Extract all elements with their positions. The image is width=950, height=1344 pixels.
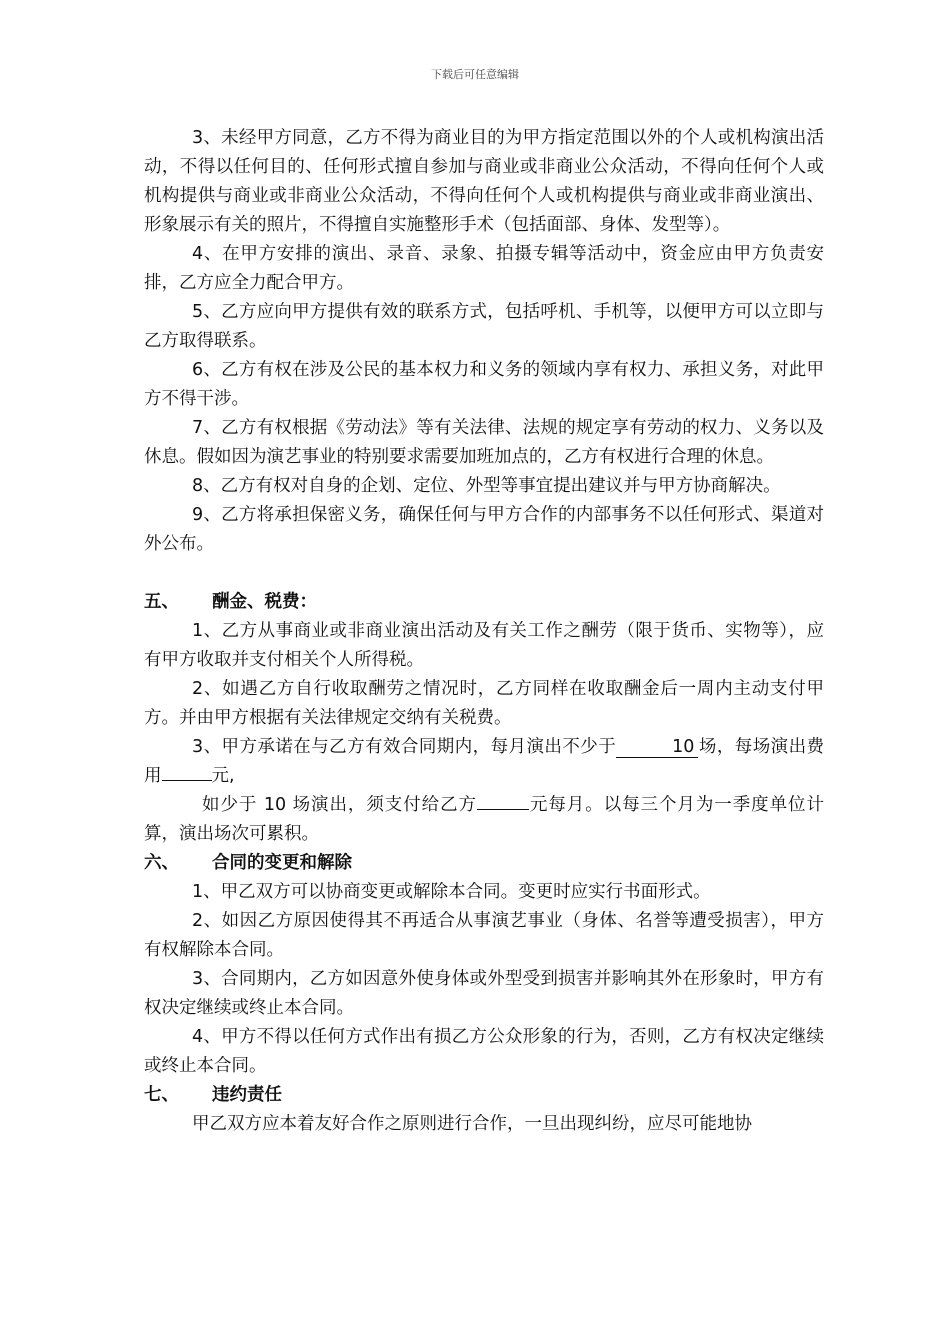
clause-5-1: 1、乙方从事商业或非商业演出活动及有关工作之酬劳（限于货币、实物等），应有甲方收取并支付相关个人所得税。 [144,621,824,670]
section-5-title: 酬金、税费： [212,592,317,612]
section-7-number: 七、 [144,1085,179,1105]
clause-6-2: 2、如因乙方原因使得其不再适合从事演艺事业（身体、名誉等遭受损害），甲方有权解除本合同。 [144,911,824,960]
document-body [144,124,824,1139]
section-6-number: 六、 [144,853,179,873]
clause-4-6: 6、乙方有权在涉及公民的基本权力和义务的领域内享有权力、承担义务，对此甲方不得干涉。 [144,360,824,409]
section-5-number: 五、 [144,592,179,612]
section-6-title: 合同的变更和解除 [212,853,352,873]
clause-6-3: 3、合同期内，乙方如因意外使身体或外型受到损害并影响其外在形象时，甲方有权决定继续或终止本合同。 [144,969,824,1018]
performance-count-field: 10 [616,737,698,758]
section-7-heading [144,1081,824,1110]
clause-5-3-text-a: 3、甲方承诺在与乙方有效合同期内，每月演出不少于 [192,737,617,757]
section-5-heading [144,588,824,617]
clause-4-4: 4、在甲方安排的演出、录音、录象、拍摄专辑等活动中，资金应由甲方负责安排，乙方应全力配合甲方。 [144,244,824,293]
clause-5-4-text-b: 元每月。以每三个月为一季度单位计算，演出场次可累积。 [144,795,824,844]
clause-6-1: 1、甲乙双方可以协商变更或解除本合同。变更时应实行书面形式。 [192,882,711,902]
page-header: 下载后可任意编辑 [431,68,519,81]
clause-5-2: 2、如遇乙方自行收取酬劳之情况时，乙方同样在收取酬金后一周内主动支付甲方。并由甲方根据有关法律规定交纳有关税费。 [144,679,824,728]
clause-6-4: 4、甲方不得以任何方式作出有损乙方公众形象的行为，否则，乙方有权决定继续或终止本合同。 [144,1027,824,1076]
clause-7-1: 甲乙双方应本着友好合作之原则进行合作，一旦出现纠纷，应尽可能地协 [192,1114,752,1134]
section-6-heading [144,849,824,878]
clause-5-3-text-c: 元, [211,766,235,786]
section-gap [144,559,824,588]
clause-5-3 [144,733,824,791]
clause-4-3: 3、未经甲方同意，乙方不得为商业目的为甲方指定范围以外的个人或机构演出活动，不得以任何目的、任何形式擅自参加与商业或非商业公众活动，不得向任何个人或机构提供与商业或非商业公众活动，不得向任何个人或机构提供与商业或非商业演出、形象展示有关的照片，不得擅自实施整形手术（包括面部、身体、发型等）。 [144,128,824,235]
clause-4-5: 5、乙方应向甲方提供有效的联系方式，包括呼机、手机等，以便甲方可以立即与乙方取得联系。 [144,302,824,351]
clause-5-3-text-b: 场，每场演出费用 [144,737,825,786]
monthly-payment-blank [477,809,529,810]
clause-4-7: 7、乙方有权根据《劳动法》等有关法律、法规的规定享有劳动的权力、义务以及休息。假如因为演艺事业的特别要求需要加班加点的，乙方有权进行合理的休息。 [144,418,824,467]
section-7-title: 违约责任 [212,1085,282,1105]
clause-5-4-text-a: 如少于 10 场演出，须支付给乙方 [202,795,477,815]
clause-4-9: 9、乙方将承担保密义务，确保任何与甲方合作的内部事务不以任何形式、渠道对外公布。 [144,505,824,554]
clause-4-8: 8、乙方有权对自身的企划、定位、外型等事宜提出建议并与甲方协商解决。 [192,476,781,496]
fee-per-show-blank [162,780,212,781]
clause-5-4 [144,791,824,849]
